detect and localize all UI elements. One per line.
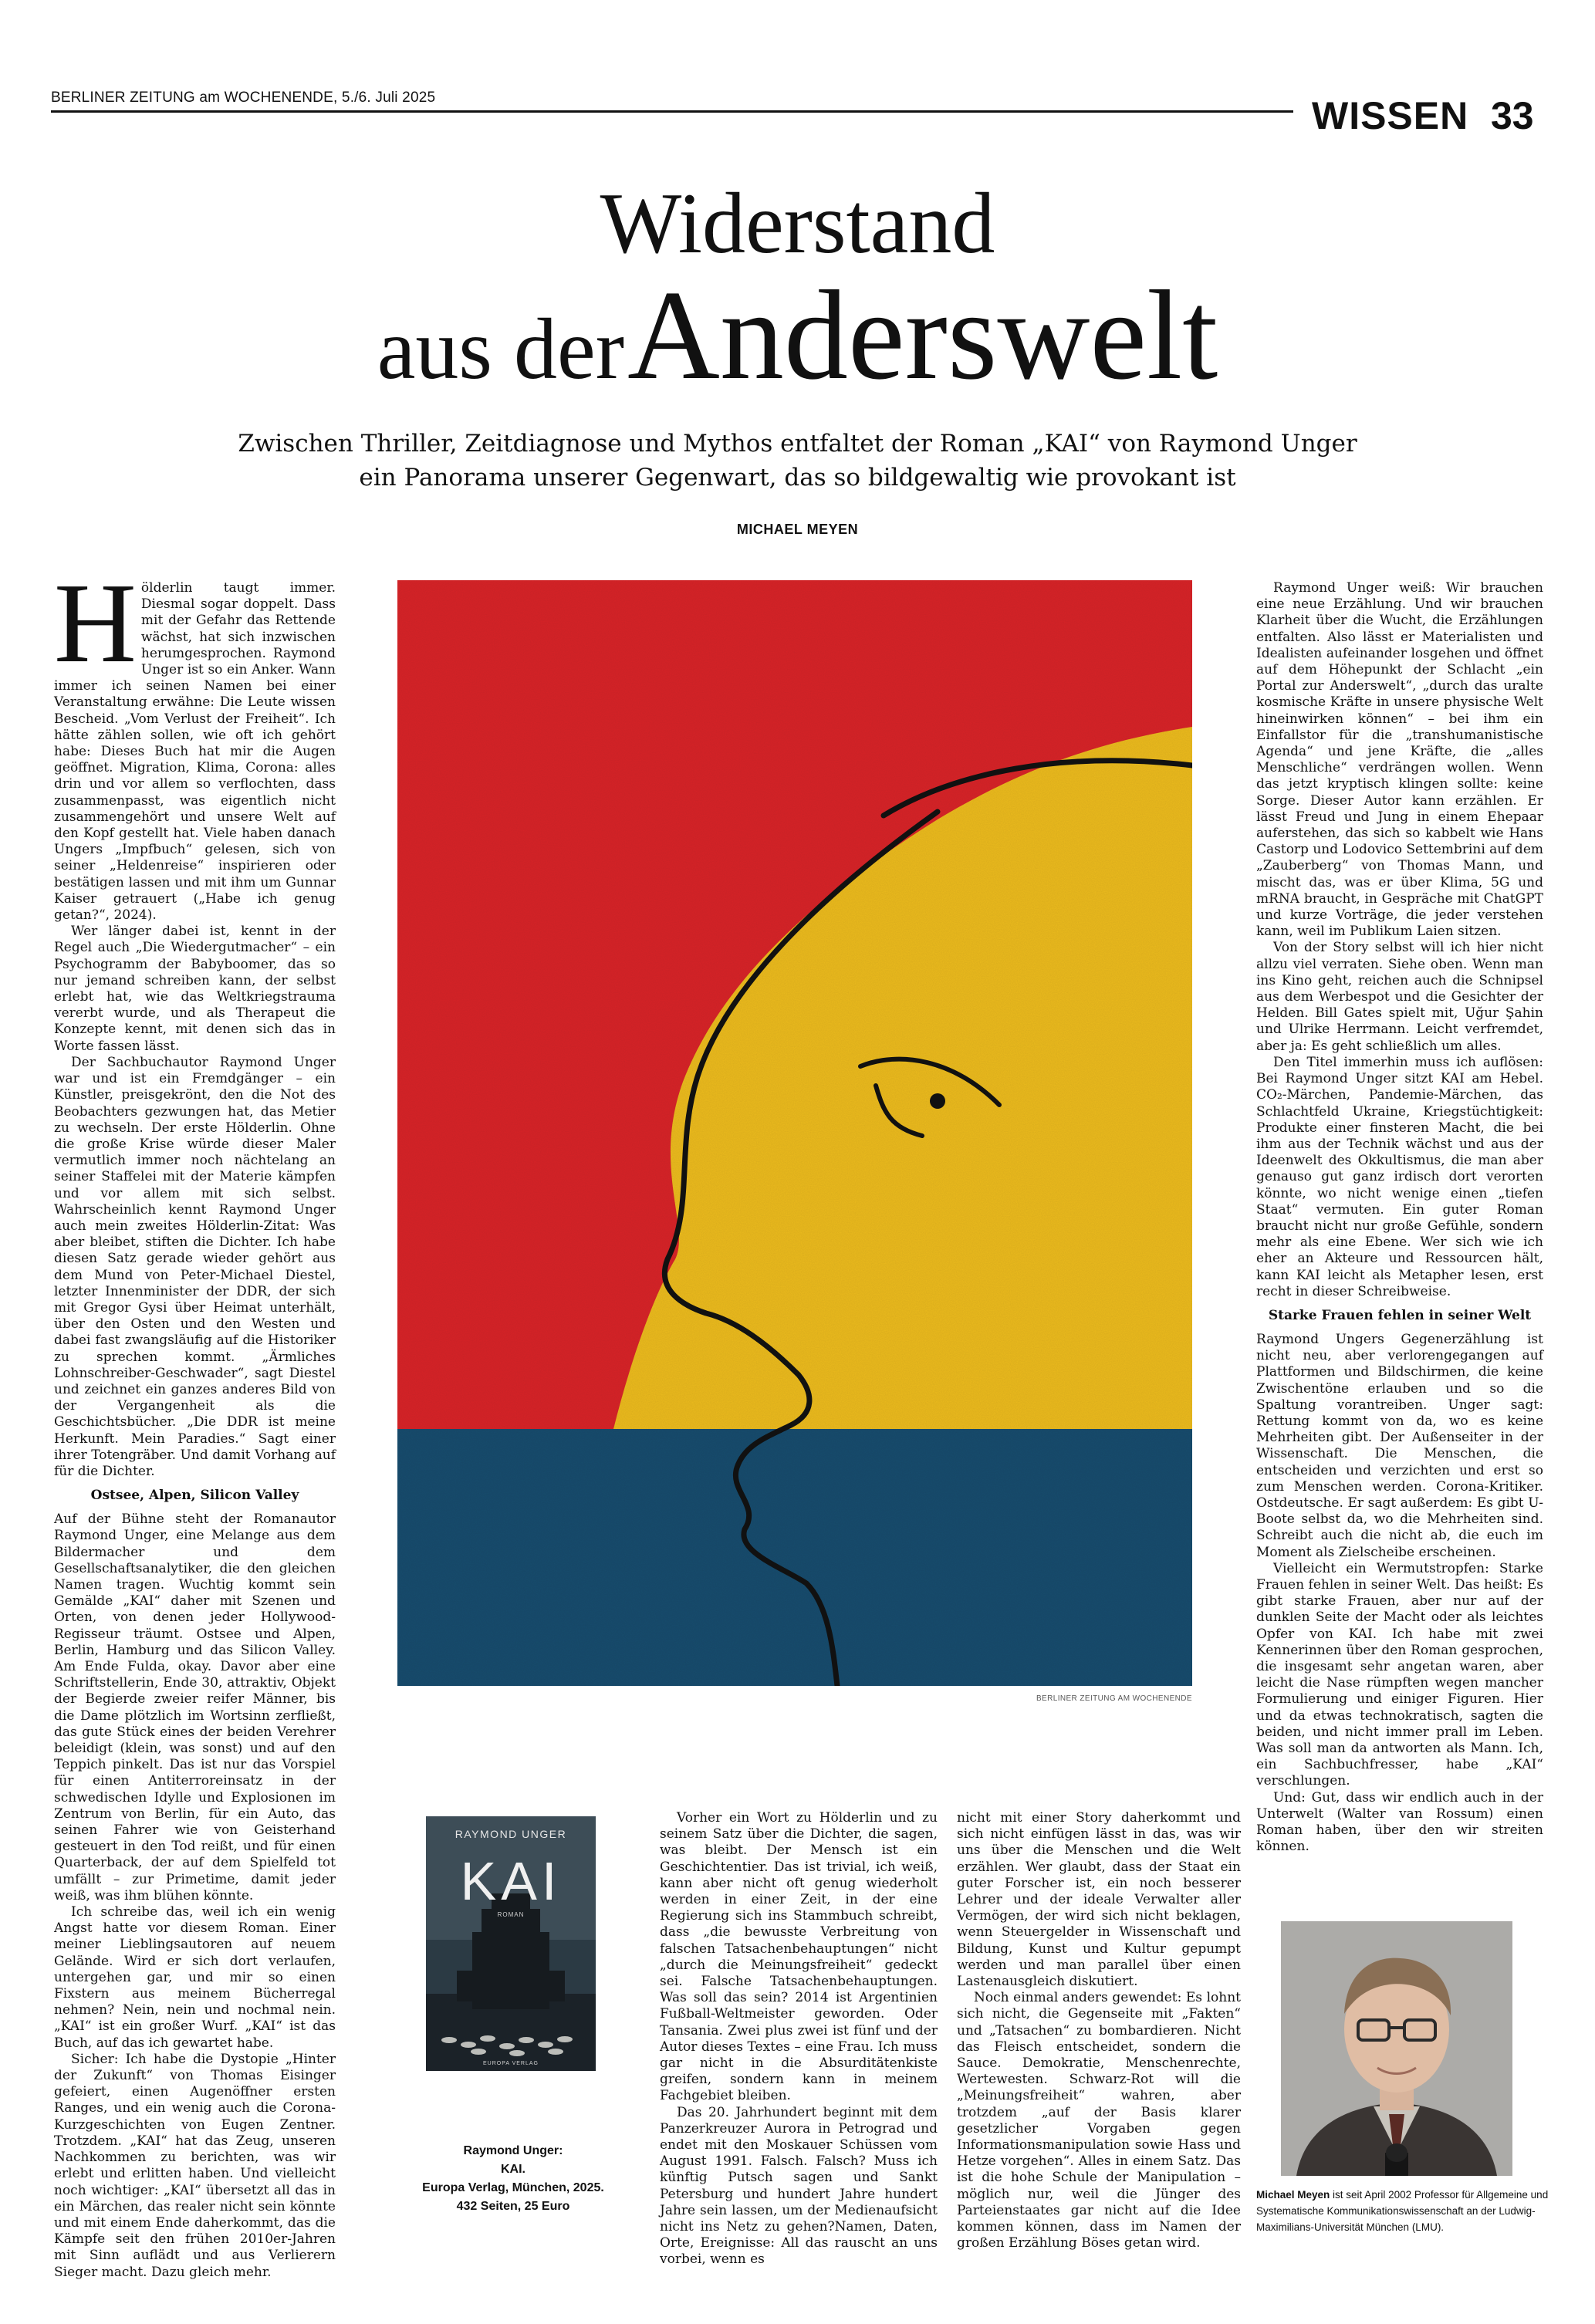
illustration-face-profile [397, 580, 1192, 1686]
paragraph: Vielleicht ein Wermutstropfen: Starke Frauen fehlen in seiner Welt. Das heißt: Es gibt starke Frauen, aber nur auf der dunklen Seite der Macht oder als leichtes Opfer von KAI. Ich habe mit zwei Kennerinnen über den Roman gesprochen, die insgesamt sehr angetan waren, aber leicht die Nase rümpften wegen mancher Formulierung und einiger Figuren. Hier und da etwas technokratisch, sagten die beiden, und nicht immer prall im Leben. Was soll man da antworten als Mann. Ich, ein Sachbuchfresser, habe „KAI“ verschlungen. [1256, 1560, 1543, 1789]
book-info-line: KAI. [501, 2163, 525, 2176]
portrait-caption [1256, 2187, 1549, 2235]
book-info [390, 2142, 637, 2216]
article-column-3 [957, 1810, 1241, 2281]
paragraph: Und: Gut, dass wir endlich auch in der Unterwelt (Walter van Rossum) einen Roman haben, über den wir streiten können. [1256, 1789, 1543, 1855]
subheading: Ostsee, Alpen, Silicon Valley [90, 1488, 299, 1504]
dropcap: H [54, 560, 137, 687]
headline-line-2-small: aus der [377, 302, 625, 397]
book-cover-publisher: EUROPA VERLAG [482, 2061, 539, 2066]
paragraph: Das 20. Jahrhundert beginnt mit dem Panzerkreuzer Aurora in Petrograd und endet mit den Moskauer Schüssen vom August 1991. Falsch. Falsch? Muss ich künftig Putsch sagen und Sankt Petersburg und hundert Jahre hundert Jahre sein lassen, um der Medienaufsicht nicht ins Netz zu gehen?Namen, Daten, Orte, Ereignisse: All das rauscht an uns vorbei, wenn es [660, 2104, 938, 2268]
deck-line-2: ein Panorama unserer Gegenwart, das so bildgewaltig wie provokant ist [359, 464, 1236, 491]
book-cover-genre: ROMAN [497, 1911, 525, 1918]
author-portrait [1281, 1921, 1512, 2176]
portrait-caption-name: Michael Meyen [1256, 2189, 1330, 2201]
illustration-eye-pupil [930, 1093, 945, 1109]
deck [154, 427, 1441, 495]
portrait-caption-text: ist seit April 2002 Professor für Allgemeine und Systematische Kommunikationswissenschaft an der Ludwig-Maximilians-Universität München (LMU). [1256, 2189, 1549, 2233]
paragraph: Raymond Unger weiß: Wir brauchen eine neue Erzählung. Und wir brauchen Klarheit über die Wucht, die Erzählungen entfalten. Also lässt er Materialisten und Idealisten aufeinander losgehen und öffnet auf dem Höhepunkt der Schlacht „ein Portal zur Anderswelt“, „durch das uralte kosmische Kräfte in unsere physische Welt hineinwirken können“ – bei ihm ein Einfallstor für die „transhumanistische Agenda“ und jene Kräfte, die „alles Menschliche“ verdrängen wollen. Wenn das jetzt kryptisch klingen sollte: keine Sorge. Dieser Autor kann erzählen. Er lässt Freud und Jung in einem Ehepaar auferstehen, das sich so kabbelt wie Hans Castorp und Lodovico Settembrini auf dem „Zauberberg“ von Thomas Mann, und mischt das, was er über Klima, 5G und mRNA braucht, in Gespräche mit ChatGPT und kurze Vorträge, die jeder verstehen kann, weil im Publikum Laien sitzen. [1256, 580, 1543, 940]
article-column-1 [54, 560, 336, 2280]
illustration-credit: BERLINER ZEITUNG AM WOCHENENDE [1036, 1694, 1192, 1703]
paragraph: Sicher: Ich habe die Dystopie „Hinter der Zukunft“ von Thomas Eisinger gefeiert, einen Augenöffner ersten Ranges, und ein wenig auch die Corona-Kurzgeschichten von Eugen Zentner. Trotzdem. „KAI“ hat das Zeug, unseren Nachkommen zu berichten, was wir erlebt und erlitten haben. Und vielleicht noch wichtiger: „KAI“ übersetzt all das in ein Märchen, das realer nicht sein könnte und mit einem Ende daherkommt, das die Kämpfe seit den frühen 2010er-Jahren mit Sinn auflädt und aus Verlierern Sieger macht. Dazu gleich mehr. [54, 2051, 336, 2280]
book-info-line: Europa Verlag, München, 2025. [422, 2181, 604, 2194]
book-info-box [390, 1810, 637, 2273]
book-info-line: Raymond Unger: [463, 2144, 563, 2157]
book-cover [426, 1816, 596, 2071]
headline-line-1: Widerstand [600, 176, 995, 272]
article-column-4 [1256, 580, 1543, 1887]
paragraph-text: ölderlin taugt immer. Diesmal sogar doppelt. Dass mit der Gefahr das Rettende wächst, hat sich inzwischen herumgesprochen. Raymond Unger ist so ein Anker. Wann immer ich seinen Namen bei einer Veranstaltung erwähne: Die Leute wissen Bescheid. „Vom Verlust der Freiheit“. Ich hätte zählen sollen, wie oft ich gehört habe: Dieses Buch hat mir die Augen geöffnet. Migration, Klima, Corona: alles drin und vor allem so verflochten, dass zusammenpasst, was eigentlich nicht zusammengehört und unsere Welt auf den Kopf gestellt hat. Viele haben danach Ungers „Impfbuch“ gelesen, sich von seiner „Heldenreise“ inspirieren oder bestätigen lassen und mit ihm um Gunnar Kaiser getrauert („Habe ich genug getan?“, 2024). [54, 580, 336, 924]
headline-line-2 [0, 264, 1595, 437]
deck-line-1: Zwischen Thriller, Zeitdiagnose und Mythos entfaltet der Roman „KAI“ von Raymond Unger [238, 430, 1357, 458]
masthead-rule [51, 110, 1293, 113]
paragraph: Raymond Ungers Gegenerzählung ist nicht neu, aber verlorengegangen auf Plattformen und Bildschirmen, die keine Zwischentöne erlauben und so die Spaltung vorantreiben. Unger sagt: Rettung kommt von da, wo es keine Mehrheiten gibt. Der Außenseiter in der Wissenschaft. Die Menschen, die entscheiden und verzichten und erst so zum Menschen werden. Corona-Kritiker. Ostdeutsche. Er sagt außerdem: Es gibt U-Boote selbst da, wo die Mehrheiten sind. Schreibt auch die nicht ab, die euch im Moment als Zielscheibe erscheinen. [1256, 1331, 1543, 1560]
byline: MICHAEL MEYEN [736, 522, 859, 537]
book-cover-author: RAYMOND UNGER [455, 1828, 567, 1840]
paragraph: Auf der Bühne steht der Romanautor Raymond Unger, eine Melange aus dem Bildermacher und dem Gesellschaftsanalytiker, die den gleichen Namen tragen. Wuchtig kommt sein Gemälde „KAI“ daher mit Szenen und Orten, von denen jeder Hollywood-Regisseur träumt. Ostsee und Alpen, Berlin, Hamburg und das Silicon Valley. Am Ende Fulda, okay. Davor aber eine Schriftstellerin, Ende 30, attraktiv, Objekt der Begierde zweier reifer Männer, bis die Dame plötzlich im Wortsinn zerfließt, das gute Stück eines der beiden Verehrer beleidigt (klein, was sonst) und auf den Teppich pinkelt. Das ist nur das Vorspiel für einen Antiterroreinsatz in der schwedischen Idylle und Explosionen im Zentrum von Berlin, für ein Auto, das seinen Fahrer wie von Geisterhand gesteuert in den Tod reißt, und für einen Quarterback, der auf dem Spielfeld tot umfällt – zur Primetime, damit jeder weiß, was ihm blühen könnte. [54, 1512, 336, 1903]
book-info-line: 432 Seiten, 25 Euro [456, 2200, 570, 2213]
paragraph: Den Titel immerhin muss ich auflösen: Bei Raymond Unger sitzt KAI am Hebel. CO₂-Märchen, Pandemie-Märchen, das Schlachtfeld Ukraine, Kriegstüchtigkeit: Produkte einer finsteren Macht, die bei ihm aus der Technik wächst und aus der Ideenwelt des Okkultismus, die man aber genauso gut ganz irdisch dort verorten könnte, wo nicht wenige einen „tiefen Staat“ vermuten. Ein guter Roman braucht nicht nur große Gefühle, sondern mehr als eine Ebene. Wer sich wie ich eher an Akteure und Ressourcen hält, kann KAI leicht als Metapher lesen, erst recht in dieser Schreibweise. [1256, 1054, 1543, 1299]
paragraph: Ich schreibe das, weil ich ein wenig Angst hatte vor diesem Roman. Einer meiner Lieblingsautoren auf neuem Gelände. Wird er sich dort verlaufen, untergehen gar, und mir so einen Fixstern aus meinem Bücherregal nehmen? Nein, nein und nochmal nein. „KAI“ ist ein großer Wurf. „KAI“ ist das Buch, auf das ich gewartet habe. [54, 1904, 336, 2051]
paragraph [54, 560, 336, 924]
issue-line: BERLINER ZEITUNG am WOCHENENDE, 5./6. Juli 2025 [51, 90, 436, 106]
illustration-blue-field [397, 1429, 1192, 1686]
book-cover-title: KAI [460, 1851, 562, 1911]
paragraph: Wer länger dabei ist, kennt in der Regel auch „Die Wiedergutmacher“ – ein Psychogramm der Babyboomer, das so nur jemand schreiben kann, der selbst erlebt hat, wie das Weltkriegstrauma vererbt wurde, und als Therapeut die Konzepte kennt, mit denen sich das in Worte fassen lässt. [54, 924, 336, 1054]
paragraph: Der Sachbuchautor Raymond Unger war und ist ein Fremdgänger – ein Künstler, preisgekrönt, den die Not des Beobachters gezwungen hat, das Metier zu wechseln. Der erste Hölderlin. Ohne die große Krise würde dieser Maler vermutlich immer noch nächtelang an seiner Staffelei mit der Materie kämpfen und vor allem mit sich selbst. Wahrscheinlich kennt Raymond Unger auch mein zweites Hölderlin-Zitat: Was aber bleibet, stiften die Dichter. Ich habe diesen Satz gerade wieder gehört aus dem Mund von Peter-Michael Diestel, letzter Innenminister der DDR, der sich mit Gregor Gysi über Heimat unterhält, über den Osten und den Westen und dabei fast zwangsläufig auf die Historiker zu sprechen kommt. „Ärmliches Lohnschreiber-Geschwader“, sagt Diestel und zeichnet ein ganzes anderes Bild von der Vergangenheit als die Geschichtsbücher. „Die DDR ist meine Herkunft. Mein Paradies.“ Sagt einer ihrer Totengräber. Und damit Vorhang auf für die Dichter. [54, 1054, 336, 1479]
page-number: 33 [1491, 94, 1534, 137]
paragraph: Von der Story selbst will ich hier nicht allzu viel verraten. Siehe oben. Wenn man ins Kino geht, reichen auch die Schnipsel aus dem Werbespot und die Gesichter der Helden. Bill Gates spielt mit, Uğur Şahin und Ulrike Herrmann. Leicht verfremdet, aber ja: Es geht schließlich um alles. [1256, 940, 1543, 1054]
section-name: WISSEN [1312, 94, 1469, 137]
paragraph: Noch einmal anders gewendet: Es lohnt sich nicht, die Gegenseite mit „Fakten“ und „Tatsachen“ zu bombardieren. Nicht das Fleisch entscheidet, sondern die Sauce. Demokratie, Menschenrechte, Wertewesten. Schwarz-Rot will die „Meinungsfreiheit“ wahren, aber trotzdem „auf der Basis klarer gesetzlicher Vorgaben gegen Informationsmanipulation sowie Hass und Hetze vorgehen“. Alles in einem Satz. Das ist die hohe Schule der Manipulation – möglich nur, weil die Jünger des Parteienstaates gar nicht auf die Idee kommen können, dass im Namen der großen Erzählung Böses getan wird. [957, 1990, 1241, 2251]
article-column-2 [660, 1810, 938, 2281]
paragraph: Vorher ein Wort zu Hölderlin und zu seinem Satz über die Dichter, die sagen, was bleibt. Der Mensch ist ein Geschichtentier. Das ist trivial, ich weiß, kann aber nicht oft genug wiederholt werden in einer Zeit, in der eine Regierung sich ins Stammbuch schreibt, dass „die bewusste Verbreitung von falschen Tatsachenbehauptungen“ nicht „durch die Meinungsfreiheit“ gedeckt sei. Falsche Tatsachenbehauptungen. Was soll das sein? 2014 ist Argentinien Fußball-Weltmeister geworden. Oder Tansania. Zwei plus zwei ist fünf und der Autor dieses Textes – eine Frau. Ich muss gar nicht in die Absurditätenkiste greifen, sondern kann in meinem Fachgebiet bleiben. [660, 1810, 938, 2104]
subheading: Starke Frauen fehlen in seiner Welt [1268, 1307, 1532, 1323]
headline-line-2-big: Anderswelt [627, 264, 1218, 406]
paragraph: nicht mit einer Story daherkommt und sich nicht einfügen lässt in das, was wir uns über die Menschen und die Welt erzählen. Wer glaubt, dass der Staat ein guter Forscher ist, ein noch besserer Lehrer und der ideale Verwalter aller Vermögen, der wird sich nicht beklagen, wenn Steuergelder in Wissenschaft und Bildung, Kunst und Kultur gepumpt werden und man parallel über einen Lastenausgleich diskutiert. [957, 1810, 1241, 1990]
